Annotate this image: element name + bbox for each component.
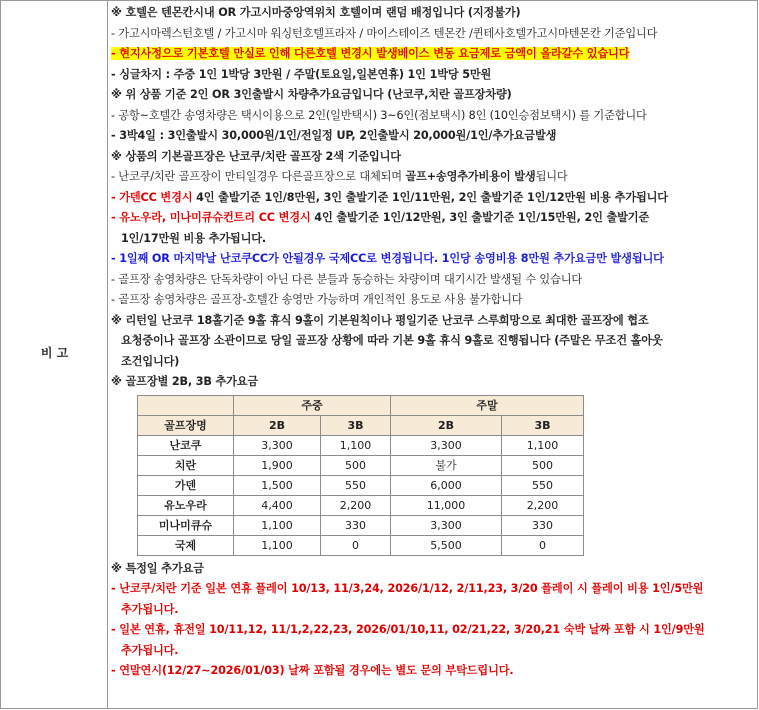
note-line xyxy=(111,106,756,127)
note-text: - 공항~호텔간 송영차량은 택시이용으로 2인(일반택시) 3~6인(점보택시) 8인 (10인승점보택시) 를 기준합니다 xyxy=(111,108,647,122)
note-line xyxy=(111,600,756,621)
note-line xyxy=(111,372,756,393)
fee-cell: 330 xyxy=(321,515,391,535)
note-line xyxy=(111,126,756,147)
course-name-cell: 치란 xyxy=(138,455,234,475)
note-text: 됩니다 xyxy=(535,170,568,183)
surcharge-table-wrap xyxy=(137,395,756,556)
fee-cell: 0 xyxy=(321,535,391,555)
note-text: - 난코쿠/치란 골프장이 만티일경우 다른골프장으로 대체되며 xyxy=(111,170,406,183)
note-text: - 일본 연휴, 휴전일 10/11,12, 11/1,2,22,23, 2026/01/10,11, 02/21,22, 3/20,21 숙박 날짜 포함 시 1인/9만원 xyxy=(111,623,705,636)
course-name-cell: 미나미큐슈 xyxy=(138,515,234,535)
fee-cell: 0 xyxy=(502,535,584,555)
fee-cell: 500 xyxy=(502,455,584,475)
fee-cell: 6,000 xyxy=(391,475,502,495)
fee-cell: 550 xyxy=(502,475,584,495)
fee-cell: 11,000 xyxy=(391,495,502,515)
note-line xyxy=(111,331,756,352)
note-text: - 유노우라, 미나미큐슈컨트리 CC 변경시 xyxy=(111,211,311,224)
note-text: ※ 골프장별 2B, 3B 추가요금 xyxy=(111,375,259,388)
table-row xyxy=(138,535,584,555)
fee-cell: 550 xyxy=(321,475,391,495)
fee-cell: 2,200 xyxy=(502,495,584,515)
fee-cell: 3,300 xyxy=(391,515,502,535)
course-name-cell: 난코쿠 xyxy=(138,435,234,455)
note-line xyxy=(111,65,756,86)
note-text: - 골프장 송영차량은 골프장-호텔간 송영만 가능하며 개인적인 용도로 사용 불가합니다 xyxy=(111,293,523,306)
course-name-cell: 국제 xyxy=(138,535,234,555)
fee-cell: 330 xyxy=(502,515,584,535)
note-line xyxy=(111,641,756,662)
remarks-content xyxy=(111,3,756,682)
note-text: 골프+송영추가비용이 발생 xyxy=(405,170,536,183)
remarks-label: 비 고 xyxy=(40,346,69,360)
note-text: - 난코쿠/치란 기준 일본 연휴 플레이 10/13, 11/3,24, 2026/1/12, 2/11,23, 3/20 플레이 시 플레이 비용 1인/5만원 xyxy=(111,582,704,595)
note-line xyxy=(111,661,756,682)
fee-cell: 1,100 xyxy=(502,435,584,455)
note-line xyxy=(111,188,756,209)
note-line xyxy=(111,270,756,291)
note-text: 4인 출발기준 1인/8만원, 3인 출발기준 1인/11만원, 2인 출발기준 1인/12만원 비용 추가됩니다 xyxy=(192,190,668,204)
surcharge-table xyxy=(137,395,584,556)
note-line xyxy=(111,620,756,641)
note-line xyxy=(111,147,756,168)
table-group-header-row xyxy=(138,395,584,415)
note-text: - 3박4일 : 3인출발시 30,000원/1인/전일정 UP, 2인출발시 20,000원/1인/추가요금발생 xyxy=(111,129,557,142)
note-text: - 가덴CC 변경시 xyxy=(111,190,193,204)
fee-cell: 1,900 xyxy=(234,455,321,475)
note-text: - 골프장 송영차량은 단독차량이 아닌 다른 분들과 동승하는 차량이며 대기시간 발생될 수 있습니다 xyxy=(111,272,583,286)
note-line xyxy=(111,229,756,250)
table-row xyxy=(138,495,584,515)
note-line xyxy=(111,290,756,311)
table-row xyxy=(138,475,584,495)
weekend-header: 주말 xyxy=(391,395,584,415)
table-row xyxy=(138,515,584,535)
weekend-2b-header: 2B xyxy=(391,415,502,435)
note-text: ※ 위 상품 기준 2인 OR 3인출발시 차량추가요금입니다 (난코쿠,치란 골프장차량) xyxy=(111,88,512,101)
table-row xyxy=(138,455,584,475)
note-text: 추가됩니다. xyxy=(121,602,179,616)
note-line xyxy=(111,85,756,106)
fee-cell: 불가 xyxy=(391,455,502,475)
label-column xyxy=(1,1,108,708)
course-name-cell: 가덴 xyxy=(138,475,234,495)
fee-cell: 1,100 xyxy=(234,515,321,535)
note-text: 4인 출발기준 1인/12만원, 3인 출발기준 1인/15만원, 2인 출발기준 xyxy=(310,211,650,224)
fee-cell: 5,500 xyxy=(391,535,502,555)
special-date-notes xyxy=(111,559,756,682)
weekend-3b-header: 3B xyxy=(502,415,584,435)
note-line xyxy=(111,44,756,65)
note-line xyxy=(111,352,756,373)
fee-cell: 1,100 xyxy=(321,435,391,455)
note-text: 1인/17만원 비용 추가됩니다. xyxy=(121,231,267,245)
table-sub-header-row xyxy=(138,415,584,435)
note-text: 요청중이나 골프장 소관이므로 당일 골프장 상황에 따라 기본 9홀 휴식 9홀로 진행됩니다 (주말은 무조건 홀아웃 xyxy=(121,334,663,347)
note-line xyxy=(111,249,756,270)
table-body xyxy=(138,435,584,555)
notes-list xyxy=(111,3,756,393)
weekday-2b-header: 2B xyxy=(234,415,321,435)
fee-cell: 1,100 xyxy=(234,535,321,555)
note-line xyxy=(111,208,756,229)
note-line xyxy=(111,167,756,188)
table-row xyxy=(138,435,584,455)
note-text: - 현지사정으로 기본호텔 만실로 인해 다른호텔 변경시 발생베이스 변동 요금제로 금액이 올라갈수 있습니다 xyxy=(111,47,630,60)
note-line xyxy=(111,3,756,24)
note-text: 조건입니다) xyxy=(121,354,180,368)
note-text: ※ 상품의 기본골프장은 난코쿠/치란 골프장 2색 기준입니다 xyxy=(111,149,401,163)
fee-cell: 4,400 xyxy=(234,495,321,515)
note-text: - 싱글차지 : 주중 1인 1박당 3만원 / 주말(토요일,일본연휴) 1인 1박당 5만원 xyxy=(111,67,492,81)
note-text: - 가고시마렉스턴호텔 / 가고시마 워싱턴호텔프라자 / 마이스테이즈 텐몬칸 /퀸테사호텔가고시마텐몬칸 기준입니다 xyxy=(111,26,658,40)
note-text: 추가됩니다. xyxy=(121,643,179,657)
note-line xyxy=(111,311,756,332)
note-line xyxy=(111,559,756,580)
course-name-header: 골프장명 xyxy=(138,415,234,435)
note-text: - 연말연시(12/27~2026/01/03) 날짜 포함될 경우에는 별도 문의 부탁드립니다. xyxy=(111,664,514,677)
fee-cell: 500 xyxy=(321,455,391,475)
note-line xyxy=(111,579,756,600)
weekday-header: 주중 xyxy=(234,395,391,415)
fee-cell: 3,300 xyxy=(234,435,321,455)
note-text: ※ 특정일 추가요금 xyxy=(111,561,204,575)
note-text: - 1일째 OR 마지막날 난코쿠CC가 안될경우 국제CC로 변경됩니다. 1인당 송영비용 8만원 추가요금만 발생됩니다 xyxy=(111,252,664,265)
table-corner-cell xyxy=(138,395,234,415)
fee-cell: 3,300 xyxy=(391,435,502,455)
course-name-cell: 유노우라 xyxy=(138,495,234,515)
fee-cell: 1,500 xyxy=(234,475,321,495)
note-text: ※ 리턴일 난코쿠 18홀기준 9홀 휴식 9홀이 기본원칙이나 평일기준 난코쿠 스루희망으로 최대한 골프장에 협조 xyxy=(111,313,649,327)
weekday-3b-header: 3B xyxy=(321,415,391,435)
fee-cell: 2,200 xyxy=(321,495,391,515)
note-text: ※ 호텔은 텐몬칸시내 OR 가고시마중앙역위치 호텔이며 랜덤 배정입니다 (지정불가) xyxy=(111,6,521,19)
note-line xyxy=(111,24,756,45)
